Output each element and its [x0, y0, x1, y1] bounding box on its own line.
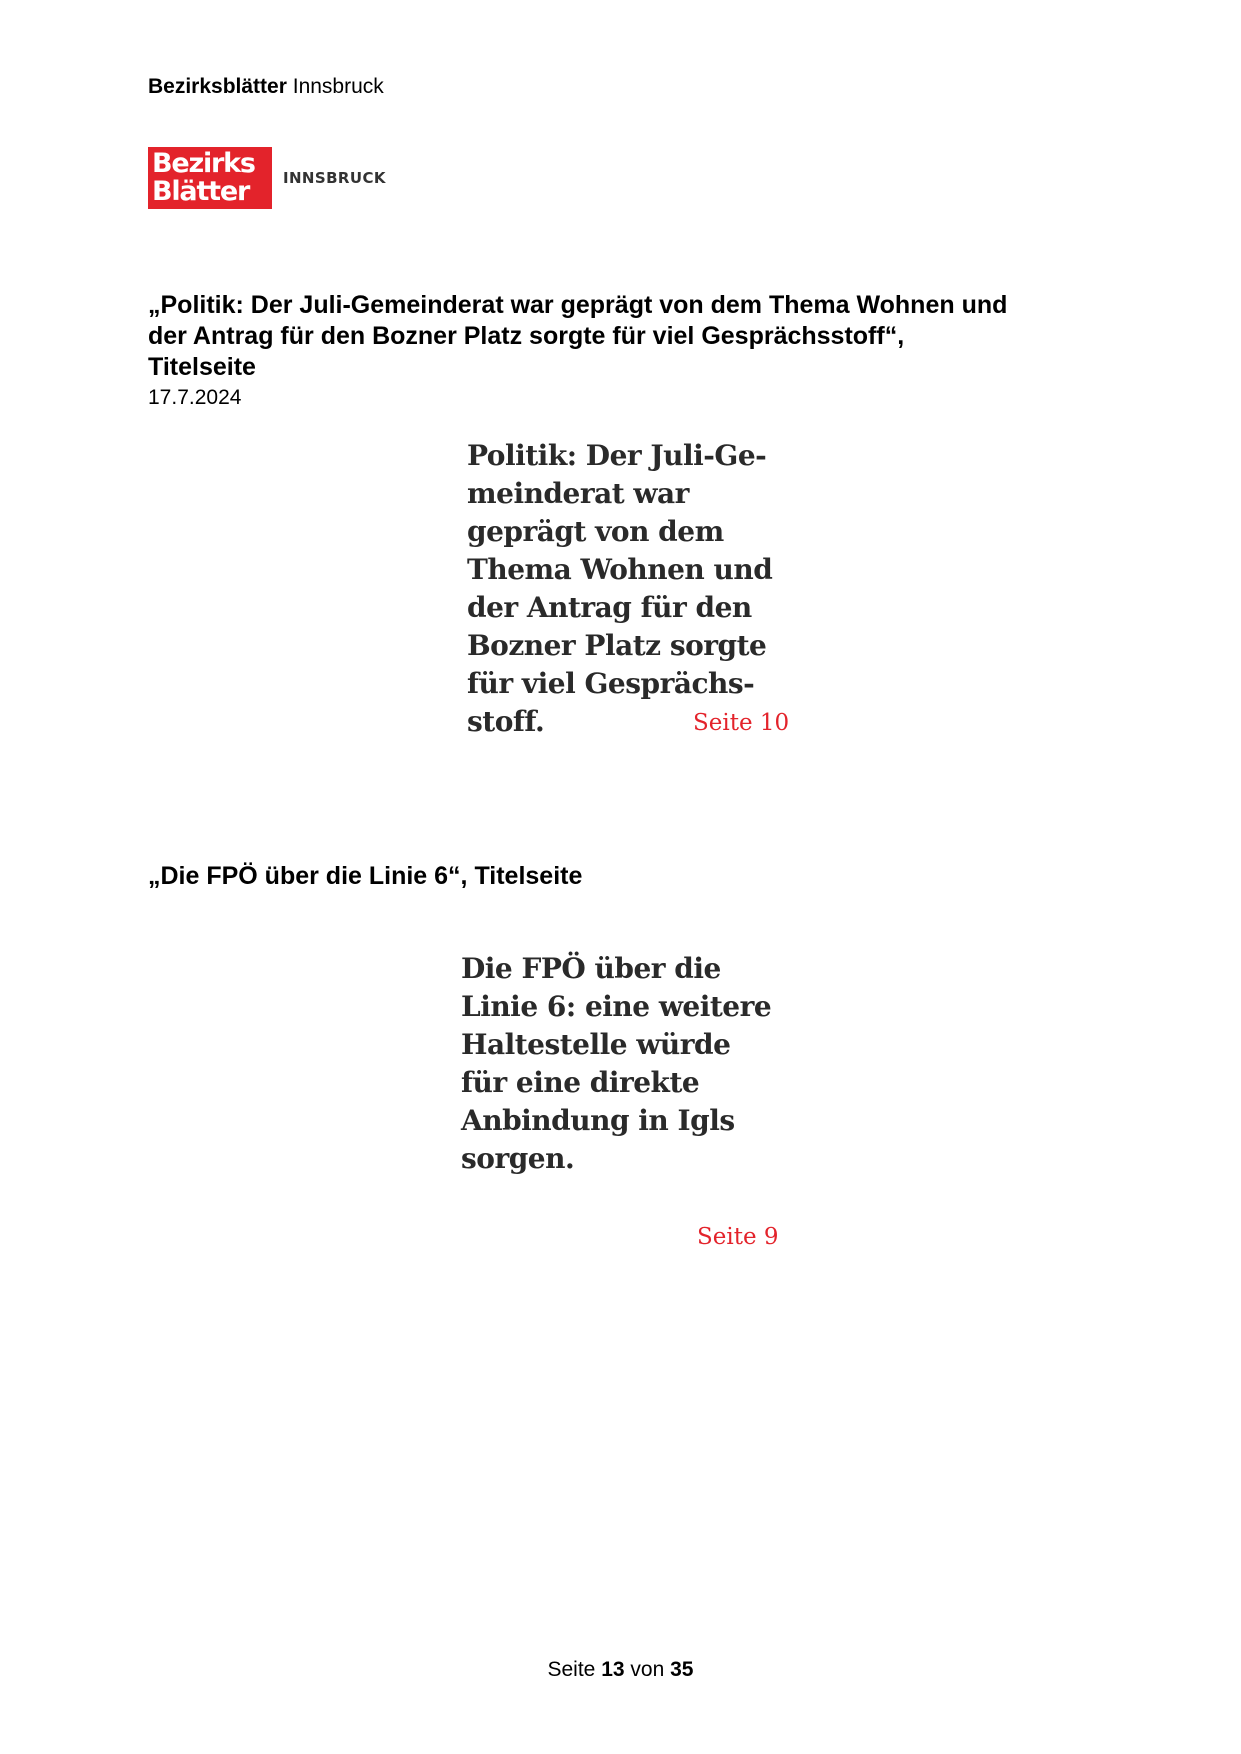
- article-1-page-reference: Seite 10: [693, 710, 790, 736]
- clipping-line: Anbindung in Igls: [461, 1104, 735, 1137]
- article-1-title-line: der Antrag für den Bozner Platz sorgte für viel Gesprächsstoff“,: [148, 322, 905, 350]
- clipping-line: Politik: Der Juli-Ge-: [467, 439, 767, 472]
- clipping-line: Thema Wohnen und: [467, 553, 773, 586]
- article-1-title: [148, 290, 1098, 383]
- clipping-line: Die FPÖ über die: [461, 952, 721, 985]
- page-number: [0, 1657, 1241, 1683]
- brand-logo: [148, 147, 386, 209]
- article-2-title-line: „Die FPÖ über die Linie 6“, Titelseite: [148, 862, 583, 890]
- document-header: [148, 74, 384, 100]
- clipping-line: für eine direkte: [461, 1066, 700, 1099]
- logo-city: INNSBRUCK: [283, 169, 386, 187]
- article-2-clipping: [461, 950, 771, 1178]
- page-current: 13: [601, 1658, 625, 1681]
- page-label: Seite: [547, 1658, 596, 1681]
- clipping-line: Haltestelle würde: [461, 1028, 731, 1061]
- page-separator: von: [630, 1658, 665, 1681]
- logo-mark: [148, 147, 272, 209]
- logo-line-1: Bezirks: [152, 148, 255, 179]
- page-total: 35: [670, 1658, 694, 1681]
- article-2-title: [148, 861, 1098, 892]
- clipping-line: für viel Gesprächs-: [467, 667, 755, 700]
- article-1-clipping: [467, 437, 772, 741]
- clipping-line: sorgen.: [461, 1142, 575, 1175]
- article-1-title-line: Titelseite: [148, 353, 256, 381]
- logo-line-2: Blätter: [152, 176, 250, 207]
- clipping-line: geprägt von dem: [467, 515, 724, 548]
- article-1-title-line: „Politik: Der Juli-Gemeinderat war geprägt von dem Thema Wohnen und: [148, 291, 1008, 319]
- clipping-line: stoff.: [467, 705, 545, 738]
- header-city: Innsbruck: [292, 75, 384, 98]
- clipping-line: meinderat war: [467, 477, 689, 510]
- clipping-line: der Antrag für den: [467, 591, 752, 624]
- header-brand: Bezirksblätter: [148, 75, 287, 98]
- article-1-date: 17.7.2024: [148, 386, 242, 409]
- article-2-page-reference: Seite 9: [697, 1224, 779, 1250]
- clipping-line: Linie 6: eine weitere: [461, 990, 772, 1023]
- clipping-line: Bozner Platz sorgte: [467, 629, 767, 662]
